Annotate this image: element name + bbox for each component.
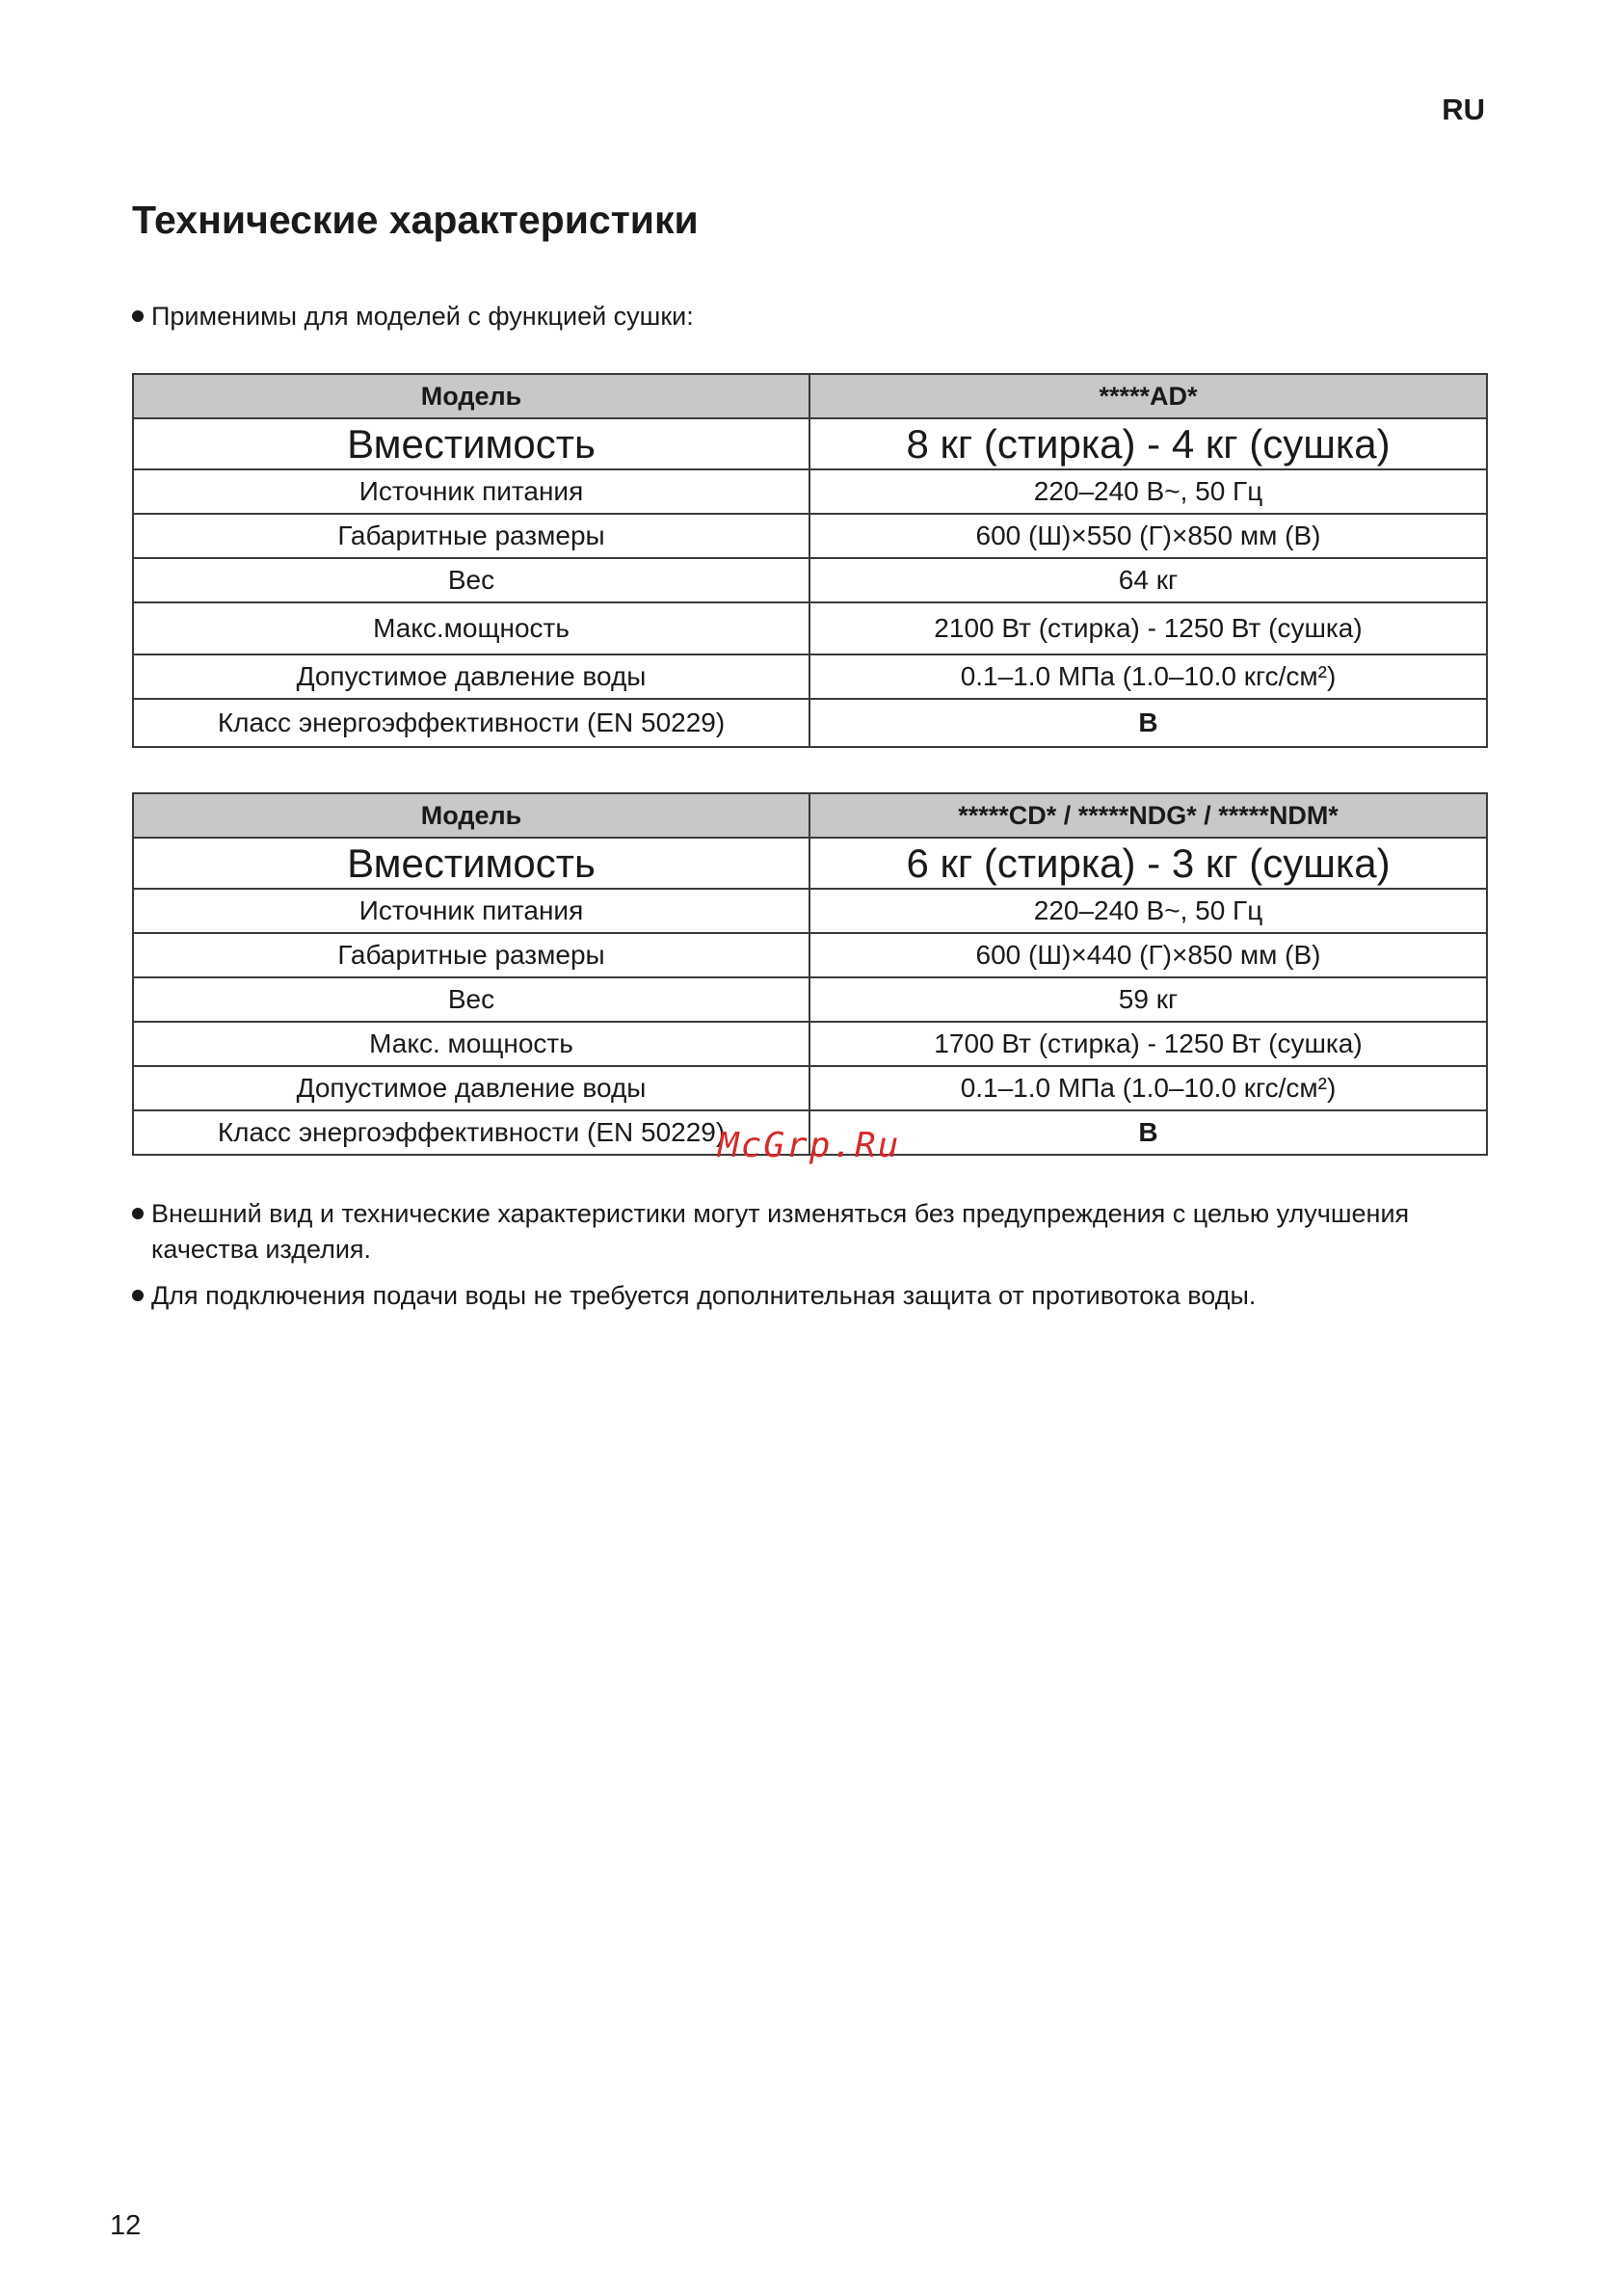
row-value: B	[809, 699, 1487, 747]
row-value: 220–240 В~, 50 Гц	[809, 469, 1487, 514]
row-value: 64 кг	[809, 558, 1487, 602]
row-value: 59 кг	[809, 977, 1487, 1022]
note-text: Для подключения подачи воды не требуется дополнительная защита от противотока воды.	[151, 1281, 1257, 1310]
capacity-label: Вместимость	[133, 838, 809, 889]
spec-table-ad	[132, 373, 1488, 748]
table-row	[133, 514, 1487, 558]
row-label: Макс.мощность	[133, 602, 809, 654]
row-label: Вес	[133, 977, 809, 1022]
table-row	[133, 977, 1487, 1022]
language-label: RU	[1442, 93, 1485, 126]
note-text: Внешний вид и технические характеристики могут изменяться без предупреждения с целью улучшения качества изделия.	[151, 1199, 1410, 1264]
row-label: Габаритные размеры	[133, 514, 809, 558]
spec-table-cd	[132, 792, 1488, 1156]
table-header-row	[133, 793, 1487, 838]
capacity-row	[133, 418, 1487, 469]
row-label: Класс энергоэффективности (EN 50229)	[133, 1110, 809, 1155]
capacity-value: 8 кг (стирка) - 4 кг (сушка)	[809, 418, 1487, 469]
bullet-icon	[132, 1290, 144, 1301]
row-value: 0.1–1.0 МПа (1.0–10.0 кгс/см²)	[809, 654, 1487, 699]
row-label: Источник питания	[133, 889, 809, 933]
table-row	[133, 889, 1487, 933]
capacity-value: 6 кг (стирка) - 3 кг (сушка)	[809, 838, 1487, 889]
page-number: 12	[110, 2210, 142, 2241]
row-label: Класс энергоэффективности (EN 50229)	[133, 699, 809, 747]
table-row	[133, 1066, 1487, 1110]
row-value: 2100 Вт (стирка) - 1250 Вт (сушка)	[809, 602, 1487, 654]
note-item	[132, 1278, 1481, 1314]
model-value: *****CD* / *****NDG* / *****NDM*	[809, 793, 1487, 838]
row-value: 1700 Вт (стирка) - 1250 Вт (сушка)	[809, 1022, 1487, 1066]
bullet-icon	[132, 1208, 144, 1219]
model-label: Модель	[133, 374, 809, 418]
row-value: B	[809, 1110, 1487, 1155]
table-row	[133, 469, 1487, 514]
row-label: Вес	[133, 558, 809, 602]
row-label: Габаритные размеры	[133, 933, 809, 977]
page-title: Технические характеристики	[132, 198, 699, 242]
table-row	[133, 558, 1487, 602]
table-header-row	[133, 374, 1487, 418]
capacity-row	[133, 838, 1487, 889]
table-row	[133, 699, 1487, 747]
model-label: Модель	[133, 793, 809, 838]
table-row	[133, 654, 1487, 699]
intro-note	[132, 299, 1481, 334]
table-row	[133, 1022, 1487, 1066]
row-label: Допустимое давление воды	[133, 654, 809, 699]
row-value: 600 (Ш)×550 (Г)×850 мм (В)	[809, 514, 1487, 558]
table-row	[133, 933, 1487, 977]
bullet-icon	[132, 310, 144, 322]
row-label: Источник питания	[133, 469, 809, 514]
model-value: *****AD*	[809, 374, 1487, 418]
row-value: 0.1–1.0 МПа (1.0–10.0 кгс/см²)	[809, 1066, 1487, 1110]
watermark: McGrp.Ru	[718, 1126, 901, 1165]
note-item	[132, 1196, 1481, 1268]
row-value: 220–240 В~, 50 Гц	[809, 889, 1487, 933]
intro-text: Применимы для моделей с функцией сушки:	[151, 302, 694, 331]
row-label: Макс. мощность	[133, 1022, 809, 1066]
row-value: 600 (Ш)×440 (Г)×850 мм (В)	[809, 933, 1487, 977]
row-label: Допустимое давление воды	[133, 1066, 809, 1110]
table-row	[133, 602, 1487, 654]
capacity-label: Вместимость	[133, 418, 809, 469]
